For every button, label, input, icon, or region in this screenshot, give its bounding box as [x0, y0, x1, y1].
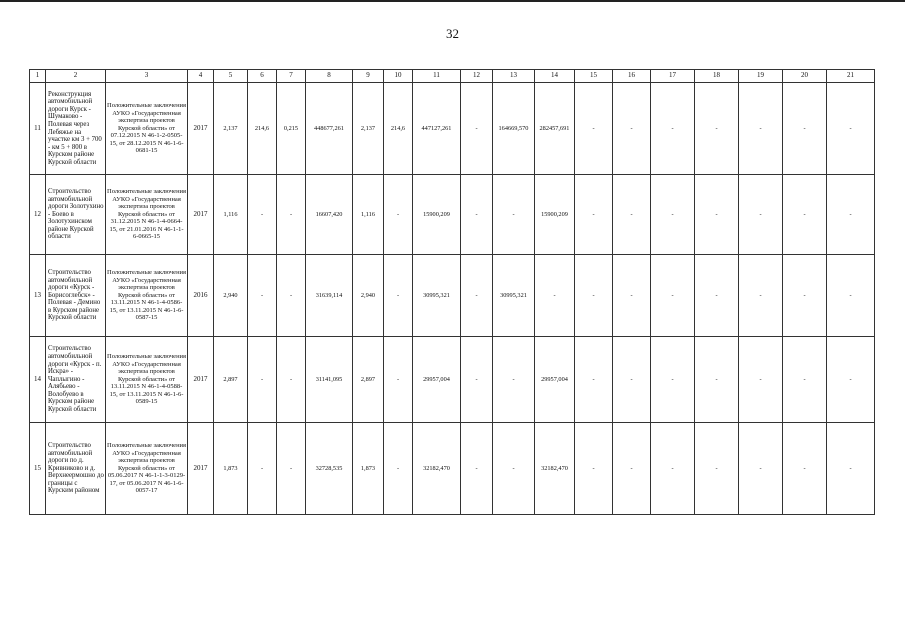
value-cell: 1,873 [214, 423, 248, 515]
row-number-cell: 14 [30, 337, 46, 423]
value-cell: - [695, 423, 739, 515]
value-cell: - [651, 337, 695, 423]
document-cell: Положительные заключения АУКО «Государственная экспертиза проектов Курской области» от 07.12.2015 N 46-1-2-0505-15, от 28.12.2015 N 46-1-6-0681-15 [106, 83, 188, 175]
document-cell: Положительные заключения АУКО «Государственная экспертиза проектов Курской области» от 13.11.2015 N 46-1-4-0586-15, от 13.11.2015 N 46-1-6-0587-15 [106, 255, 188, 337]
value-cell: - [651, 255, 695, 337]
value-cell: 32728,535 [306, 423, 353, 515]
object-name-cell: Строительство автомобильной дороги Золотухино - Боево в Золотухинском районе Курской области [46, 175, 106, 255]
table-row [30, 337, 875, 423]
row-number-cell: 12 [30, 175, 46, 255]
value-cell: - [827, 255, 875, 337]
value-cell: - [575, 83, 613, 175]
header-cell: 20 [783, 70, 827, 83]
header-cell: 2 [46, 70, 106, 83]
value-cell: - [739, 337, 783, 423]
page-number: 32 [446, 26, 459, 41]
header-cell: 8 [306, 70, 353, 83]
value-cell: 2016 [188, 255, 214, 337]
header-cell: 17 [651, 70, 695, 83]
document-cell: Положительные заключения АУКО «Государственная экспертиза проектов Курской области» от 13.11.2015 N 46-1-4-0588-15, от 13.11.2015 N 46-1-6-0589-15 [106, 337, 188, 423]
data-table [29, 69, 875, 515]
row-number-cell: 13 [30, 255, 46, 337]
value-cell: - [783, 423, 827, 515]
value-cell: - [613, 83, 651, 175]
document-cell: Положительные заключения АУКО «Государственная экспертиза проектов Курской области» от 31.12.2015 N 46-1-4-0664-15, от 21.01.2016 N 46-1-1-6-0665-15 [106, 175, 188, 255]
table-row [30, 423, 875, 515]
header-cell: 10 [384, 70, 413, 83]
header-cell: 16 [613, 70, 651, 83]
value-cell: - [739, 83, 783, 175]
value-cell: 32182,470 [535, 423, 575, 515]
value-cell: 2,137 [214, 83, 248, 175]
value-cell: 30995,321 [413, 255, 461, 337]
header-cell: 9 [353, 70, 384, 83]
value-cell: 2,940 [214, 255, 248, 337]
value-cell: - [493, 423, 535, 515]
object-name-cell: Строительство автомобильной дороги «Курск - Борисоглебск» - Полевая - Демино в Курском районе Курской области [46, 255, 106, 337]
value-cell: 2017 [188, 423, 214, 515]
value-cell: - [277, 423, 306, 515]
value-cell: 30995,321 [493, 255, 535, 337]
value-cell: - [384, 337, 413, 423]
value-cell: - [827, 423, 875, 515]
object-name-cell: Строительство автомобильной дороги «Курск - п. Искра» - Чаплыгино - Алябьево - Волобуево в Курском районе Курской области [46, 337, 106, 423]
header-cell: 5 [214, 70, 248, 83]
header-cell: 4 [188, 70, 214, 83]
table-row [30, 83, 875, 175]
top-border-line [0, 0, 905, 2]
value-cell: - [783, 337, 827, 423]
value-cell: - [277, 255, 306, 337]
row-number-cell: 15 [30, 423, 46, 515]
value-cell: 1,873 [353, 423, 384, 515]
value-cell: 16607,420 [306, 175, 353, 255]
value-cell: - [695, 337, 739, 423]
table-row [30, 175, 875, 255]
header-cell: 12 [461, 70, 493, 83]
value-cell: 2017 [188, 83, 214, 175]
header-cell: 1 [30, 70, 46, 83]
value-cell: - [461, 423, 493, 515]
header-cell: 14 [535, 70, 575, 83]
value-cell: 282457,691 [535, 83, 575, 175]
value-cell: 29957,004 [535, 337, 575, 423]
value-cell: 214,6 [248, 83, 277, 175]
value-cell: - [384, 175, 413, 255]
value-cell: 0,215 [277, 83, 306, 175]
value-cell: 31639,114 [306, 255, 353, 337]
value-cell: - [248, 255, 277, 337]
value-cell: 2017 [188, 337, 214, 423]
header-cell: 11 [413, 70, 461, 83]
object-name-cell: Строительство автомобильной дороги по д. Кривниково и д. Верхнеермошно до границы с Курским районом [46, 423, 106, 515]
header-cell: 18 [695, 70, 739, 83]
value-cell: 15900,209 [413, 175, 461, 255]
value-cell: - [384, 423, 413, 515]
value-cell: - [783, 83, 827, 175]
value-cell: - [783, 255, 827, 337]
row-number-cell: 11 [30, 83, 46, 175]
value-cell: - [248, 337, 277, 423]
value-cell: 29957,004 [413, 337, 461, 423]
value-cell: - [739, 175, 783, 255]
header-cell: 21 [827, 70, 875, 83]
header-cell: 13 [493, 70, 535, 83]
value-cell: - [651, 423, 695, 515]
value-cell: 15900,209 [535, 175, 575, 255]
value-cell: 214,6 [384, 83, 413, 175]
value-cell: - [695, 255, 739, 337]
value-cell: - [384, 255, 413, 337]
document-cell: Положительные заключения АУКО «Государственная экспертиза проектов Курской области» от 05.06.2017 N 46-1-1-3-0129-17, от 05.06.2017 N 46-1-6-0057-17 [106, 423, 188, 515]
value-cell: - [695, 175, 739, 255]
header-cell: 3 [106, 70, 188, 83]
value-cell: - [827, 83, 875, 175]
value-cell: - [695, 83, 739, 175]
value-cell: - [277, 175, 306, 255]
value-cell: 2,897 [353, 337, 384, 423]
value-cell: - [461, 83, 493, 175]
value-cell: - [535, 255, 575, 337]
value-cell: - [613, 255, 651, 337]
value-cell: - [613, 175, 651, 255]
value-cell: - [739, 255, 783, 337]
value-cell: 447127,261 [413, 83, 461, 175]
value-cell: - [248, 175, 277, 255]
value-cell: - [493, 337, 535, 423]
value-cell: - [461, 175, 493, 255]
value-cell: - [575, 423, 613, 515]
header-cell: 7 [277, 70, 306, 83]
value-cell: - [827, 337, 875, 423]
value-cell: - [651, 83, 695, 175]
object-name-cell: Реконструкция автомобильной дороги Курск - Шумаково - Полевая через Лебяжье на участке км 3 + 700 - км 5 + 800 в Курском районе Курской области [46, 83, 106, 175]
value-cell: 1,116 [353, 175, 384, 255]
value-cell: 2017 [188, 175, 214, 255]
value-cell: - [575, 337, 613, 423]
value-cell: - [783, 175, 827, 255]
value-cell: 1,116 [214, 175, 248, 255]
table-row [30, 255, 875, 337]
value-cell: - [651, 175, 695, 255]
value-cell: - [493, 175, 535, 255]
value-cell: - [613, 337, 651, 423]
value-cell: - [827, 175, 875, 255]
value-cell: 2,897 [214, 337, 248, 423]
value-cell: - [575, 175, 613, 255]
value-cell: 448677,261 [306, 83, 353, 175]
value-cell: 31141,095 [306, 337, 353, 423]
value-cell: 164669,570 [493, 83, 535, 175]
value-cell: 2,940 [353, 255, 384, 337]
header-cell: 19 [739, 70, 783, 83]
value-cell: - [461, 255, 493, 337]
value-cell: - [575, 255, 613, 337]
header-cell: 6 [248, 70, 277, 83]
value-cell: - [613, 423, 651, 515]
header-cell: 15 [575, 70, 613, 83]
value-cell: - [461, 337, 493, 423]
value-cell: - [248, 423, 277, 515]
value-cell: 2,137 [353, 83, 384, 175]
value-cell: 32182,470 [413, 423, 461, 515]
header-row [30, 70, 875, 83]
value-cell: - [277, 337, 306, 423]
value-cell: - [739, 423, 783, 515]
